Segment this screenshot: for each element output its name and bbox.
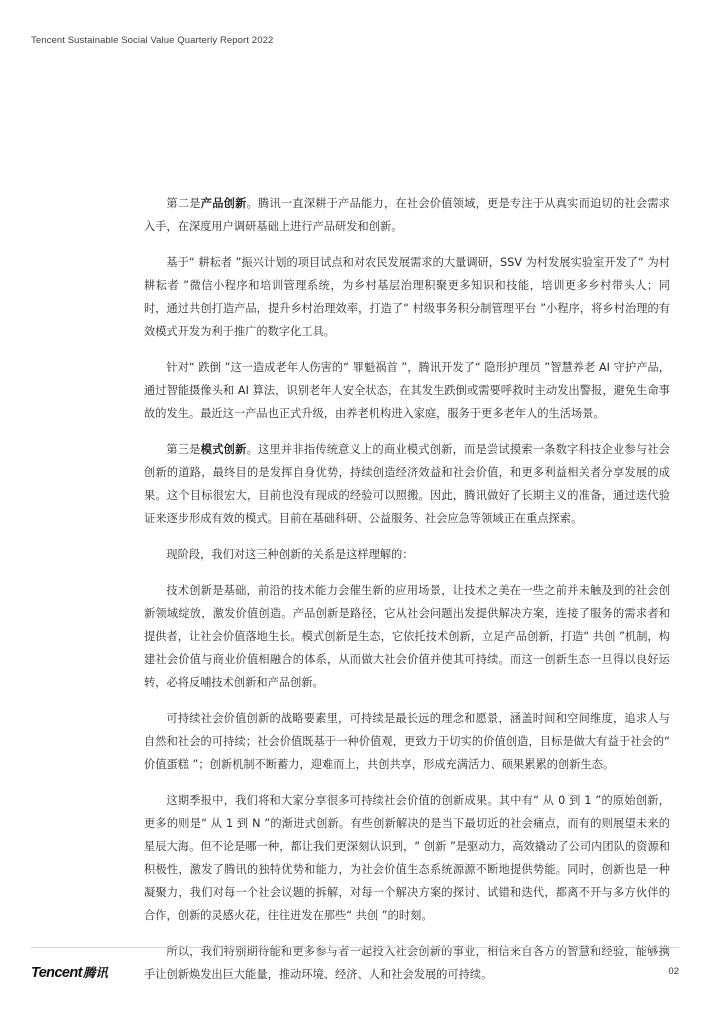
paragraph-lead: 第二是 bbox=[166, 197, 201, 210]
paragraph-text: 现阶段，我们对这三种创新的关系是这样理解的： bbox=[166, 548, 414, 561]
page-number: 02 bbox=[668, 966, 679, 977]
paragraph-text: 这期季报中，我们将和大家分享很多可持续社会价值的创新成果。其中有“ 从 0 到 1 ”的原始创新，更多的则是“ 从 1 到 N ”的渐进式创新。有些创新解决的是当下最切近的社会痛点，而有的则展望未来的星辰大海。但不论是哪一种，都让我们更深刻认识到，“ 创新 ”是驱动力，高效撬动了公司内团队的资源和积极性，激发了腾讯的独特优势和能力，为社会价值生态系统源源不断地提供势能。同时，创新也是一种凝聚力，我们对每一个社会议题的拆解，对每一个解决方案的探讨、试错和迭代，都离不开与多方伙伴的合作，创新的灵感火花，往往迸发在那些“ 共创 ”的时刻。 bbox=[144, 794, 670, 922]
paragraph-text: 技术创新是基础，前沿的技术能力会催生新的应用场景，让技术之美在一些之前并未触及到的社会创新领域绽放，激发价值创造。产品创新是路径，它从社会问题出发提供解决方案，连接了服务的需求者和提供者，让社会价值落地生长。模式创新是生态，它依托技术创新，立足产品创新，打造“ 共创 ”机制，构建社会价值与商业价值相融合的体系，从而做大社会价值并使其可持续。而这一创新生态一旦得以良好运转，必将反哺技术创新和产品创新。 bbox=[144, 584, 670, 689]
tencent-logo bbox=[31, 963, 108, 981]
paragraph-quarterly-sharing bbox=[144, 789, 670, 927]
logo-text-en: Tencent bbox=[31, 965, 82, 981]
paragraph-relationship-intro bbox=[144, 543, 670, 566]
paragraph-text: 所以，我们特别期待能和更多参与者一起投入社会创新的事业，相信来自各方的智慧和经验，能够携手让创新焕发出巨大能量，推动环境、经济、人和社会发展的可持续。 bbox=[144, 945, 670, 981]
paragraph-text: 基于“ 耕耘者 ”振兴计划的项目试点和对农民发展需求的大量调研，SSV 为村发展实验室开发了“ 为村耕耘者 ”微信小程序和培训管理系统，为乡村基层治理积聚更多知识和技能，培训更多乡村带头人；同时，通过共创打造产品，提升乡村治理效率，打造了“ 村级事务积分制管理平台 ”小程序，将乡村治理的有效模式开发为利于推广的数字化工具。 bbox=[144, 256, 670, 338]
paragraph-text: 。这里并非指传统意义上的商业模式创新，而是尝试摸索一条数字科技企业参与社会创新的道路，最终目的是发挥自身优势，持续创造经济效益和社会价值，和更多利益相关者分享发展的成果。这个目标很宏大，目前也没有现成的经验可以照搬。因此，腾讯做好了长期主义的准备，通过迭代验证来逐步形成有效的模式。目前在基础科研、公益服务、社会应急等领域正在重点探索。 bbox=[144, 443, 671, 525]
report-header-title: Tencent Sustainable Social Value Quarterly Report 2022 bbox=[31, 35, 274, 46]
paragraph-elderly-care bbox=[144, 356, 670, 425]
paragraph-bold-term: 模式创新 bbox=[200, 443, 247, 456]
paragraph-product-innovation bbox=[144, 192, 670, 238]
report-body bbox=[144, 192, 670, 999]
footer-divider bbox=[31, 947, 679, 948]
paragraph-bold-term: 产品创新 bbox=[200, 197, 247, 210]
paragraph-text: 。腾讯一直深耕于产品能力，在社会价值领域，更是专注于从真实而迫切的社会需求入手，在深度用户调研基础上进行产品研发和创新。 bbox=[144, 197, 671, 233]
paragraph-innovation-ecosystem bbox=[144, 579, 670, 694]
paragraph-strategic-elements bbox=[144, 707, 670, 776]
paragraph-text: 可持续社会价值创新的战略要素里，可持续是最长远的理念和愿景，涵盖时间和空间维度，追求人与自然和社会的可持续；社会价值既基于一种价值观，更致力于切实的价值创造，目标是做大有益于社会的“ 价值蛋糕 ”；创新机制不断蓄力，迎难而上，共创共享，形成充满活力、硕果累累的创新生态。 bbox=[144, 712, 670, 771]
paragraph-model-innovation bbox=[144, 438, 670, 530]
paragraph-farmer-program bbox=[144, 251, 670, 343]
logo-text-cn: 腾讯 bbox=[82, 965, 108, 980]
paragraph-lead: 第三是 bbox=[166, 443, 201, 456]
paragraph-text: 针对“ 跌倒 ”这一造成老年人伤害的“ 罪魁祸首 ”，腾讯开发了“ 隐形护理员 ”智慧养老 AI 守护产品，通过智能摄像头和 AI 算法，识别老年人安全状态，在其发生跌倒或需要呼救时主动发出警报，避免生命事故的发生。最近这一产品也正式升级，由养老机构进入家庭，服务于更多老年人的生活场景。 bbox=[144, 361, 670, 420]
